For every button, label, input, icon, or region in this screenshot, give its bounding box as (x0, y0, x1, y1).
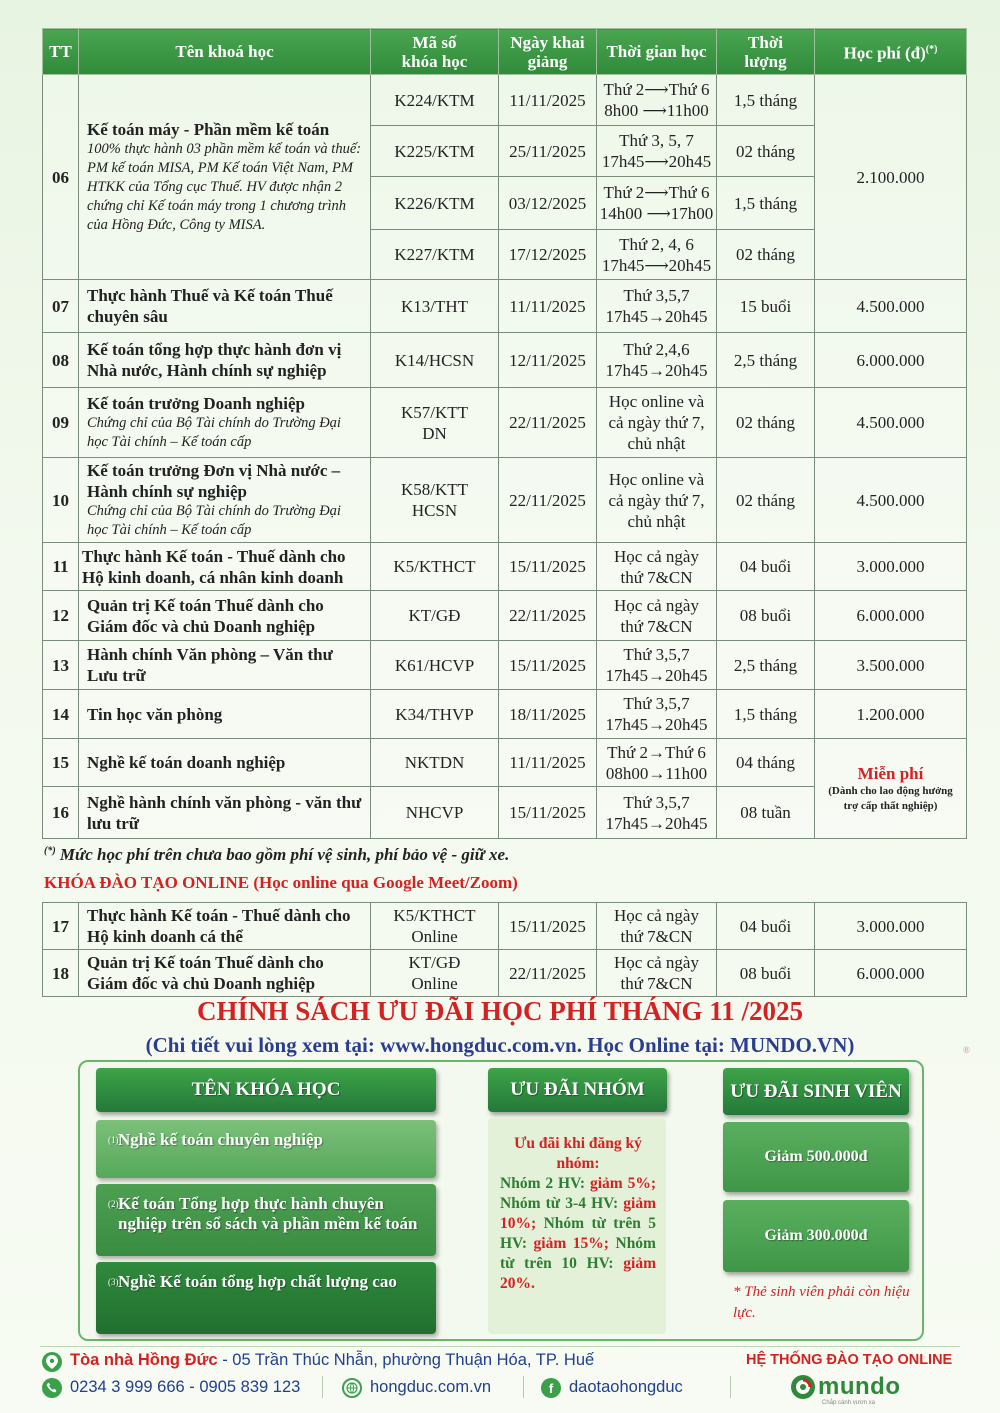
fee: 3.000.000 (815, 903, 967, 950)
schedule: Thứ 2⟶Thứ 6 8h00 ⟶11h00 (597, 75, 717, 126)
course-code: K5/KTHCT (371, 543, 499, 591)
course-name: Kế toán máy - Phần mềm kế toán (87, 120, 330, 139)
schedule: Học cả ngày thứ 7&CN (597, 543, 717, 591)
course-name-cell (79, 388, 371, 458)
table-row (43, 739, 967, 787)
policy-title: CHÍNH SÁCH ƯU ĐÃI HỌC PHÍ THÁNG 11 /2025 (196, 996, 804, 1026)
course-name: Quản trị Kế toán Thuế dành cho Giám đốc và chủ Doanh nghiệp (87, 953, 324, 993)
duration: 08 buổi (717, 950, 815, 997)
table-row (43, 543, 967, 591)
course-name: Hành chính Văn phòng – Văn thư Lưu trữ (87, 645, 333, 685)
start-date: 22/11/2025 (499, 950, 597, 997)
row-number: 10 (43, 458, 79, 543)
schedule: Thứ 3, 5, 7 17h45⟶20h45 (597, 126, 717, 177)
duration: 04 buổi (717, 903, 815, 950)
schedule: Học cả ngày thứ 7&CN (597, 950, 717, 997)
duration: 02 tháng (717, 388, 815, 458)
course-code: K58/KTT HCSN (371, 458, 499, 543)
table-row (43, 333, 967, 388)
fee: 6.000.000 (815, 333, 967, 388)
table-row (43, 591, 967, 641)
table-row (43, 690, 967, 739)
schedule: Thứ 3,5,7 17h45→20h45 (597, 280, 717, 333)
footer-facebook[interactable]: daotaohongduc (569, 1378, 683, 1396)
header-duration: Thời lượng (717, 29, 815, 75)
duration: 02 tháng (717, 126, 815, 177)
schedule: Thứ 3,5,7 17h45→20h45 (597, 641, 717, 690)
row-number: 07 (43, 280, 79, 333)
course-code: K5/KTHCT Online (371, 903, 499, 950)
start-date: 22/11/2025 (499, 591, 597, 641)
fee-footnote: (*) Mức học phí trên chưa bao gồm phí vệ sinh, phí bảo vệ - giữ xe. (44, 845, 510, 864)
course-name-cell (79, 458, 371, 543)
row-number: 06 (43, 75, 79, 280)
row-number: 18 (43, 950, 79, 997)
fee: 1.200.000 (815, 690, 967, 739)
table-row (43, 903, 967, 950)
promo-course-3: (3) Nghề Kế toán tổng hợp chất lượng cao (96, 1262, 436, 1334)
course-name-cell (79, 690, 371, 739)
course-note: Chứng chỉ của Bộ Tài chính do Trường Đại học Tài chính – Kế toán cấp (87, 415, 341, 450)
row-number: 11 (43, 543, 79, 591)
course-name: Kế toán trưởng Doanh nghiệp (87, 394, 305, 413)
mundo-brand[interactable]: mundo (818, 1373, 901, 1400)
course-name: Thực hành Kế toán - Thuế dành cho Hộ kinh doanh cá thể (87, 906, 351, 946)
schedule: Học online và cả ngày thứ 7, chủ nhật (597, 458, 717, 543)
duration: 08 buổi (717, 591, 815, 641)
table-row (43, 388, 967, 458)
row-number: 12 (43, 591, 79, 641)
phone-icon (42, 1378, 62, 1398)
row-number: 08 (43, 333, 79, 388)
header-name: Tên khoá học (79, 29, 371, 75)
duration: 04 buổi (717, 543, 815, 591)
duration: 2,5 tháng (717, 333, 815, 388)
start-date: 12/11/2025 (499, 333, 597, 388)
start-date: 11/11/2025 (499, 75, 597, 126)
start-date: 22/11/2025 (499, 458, 597, 543)
course-code: K13/THT (371, 280, 499, 333)
course-name-cell (79, 641, 371, 690)
start-date: 11/11/2025 (499, 280, 597, 333)
group-discount-details: Ưu đãi khi đăng ký nhóm: Nhóm 2 HV: giảm 5%; Nhóm từ 3-4 HV: giảm 10%; Nhóm từ trên 5 HV: giảm 15%; Nhóm từ trên 10 HV: giảm 20%. (488, 1118, 666, 1334)
course-note: Chứng chỉ của Bộ Tài chính do Trường Đại học Tài chính – Kế toán cấp (87, 503, 341, 538)
fee-free-cell (815, 739, 967, 839)
promo-course-2: (2) Kế toán Tổng hợp thực hành chuyên nghiệp trên sổ sách và phần mềm kế toán (96, 1184, 436, 1256)
fee: 2.100.000 (815, 75, 967, 280)
schedule: Thứ 3,5,7 17h45→20h45 (597, 787, 717, 839)
footer-separator (730, 1376, 731, 1398)
free-fee-note: (Dành cho lao động hưởng trợ cấp thất nghiệp) (828, 785, 953, 812)
duration: 2,5 tháng (717, 641, 815, 690)
promo-course-1: (1) Nghề kế toán chuyên nghiệp (96, 1120, 436, 1178)
mundo-tagline: Chắp cánh vươn xa (822, 1400, 875, 1406)
row-number: 09 (43, 388, 79, 458)
course-name: Kế toán trưởng Đơn vị Nhà nước – Hành chính sự nghiệp (87, 461, 341, 501)
course-code: NKTDN (371, 739, 499, 787)
course-name: Nghề kế toán doanh nghiệp (87, 753, 286, 772)
fee: 3.500.000 (815, 641, 967, 690)
student-card-note: * Thẻ sinh viên phải còn hiệu lực. (733, 1284, 910, 1321)
course-code: K61/HCVP (371, 641, 499, 690)
course-code: KT/GĐ Online (371, 950, 499, 997)
course-code: K14/HCSN (371, 333, 499, 388)
schedule: Học online và cả ngày thứ 7, chủ nhật (597, 388, 717, 458)
row-number: 17 (43, 903, 79, 950)
course-code: K227/KTM (371, 230, 499, 280)
duration: 1,5 tháng (717, 75, 815, 126)
course-code: K226/KTM (371, 177, 499, 230)
schedule: Thứ 2,4,6 17h45→20h45 (597, 333, 717, 388)
group-discount-header: ƯU ĐÃI NHÓM (488, 1068, 667, 1112)
duration: 15 buổi (717, 280, 815, 333)
fee: 6.000.000 (815, 950, 967, 997)
registered-mark-icon: ® (963, 1045, 970, 1055)
schedule: Thứ 3,5,7 17h45→20h45 (597, 690, 717, 739)
fee: 4.500.000 (815, 388, 967, 458)
fee: 6.000.000 (815, 591, 967, 641)
start-date: 03/12/2025 (499, 177, 597, 230)
course-name-cell (79, 591, 371, 641)
start-date: 15/11/2025 (499, 543, 597, 591)
start-date: 15/11/2025 (499, 903, 597, 950)
course-name: Tin học văn phòng (87, 704, 223, 724)
start-date: 17/12/2025 (499, 230, 597, 280)
mundo-logo-icon (790, 1374, 816, 1405)
course-name: Kế toán tổng hợp thực hành đơn vị Nhà nước, Hành chính sự nghiệp (87, 340, 342, 380)
duration: 02 tháng (717, 230, 815, 280)
course-name-cell (79, 333, 371, 388)
footer-website[interactable]: hongduc.com.vn (370, 1378, 492, 1396)
schedule: Thứ 2⟶Thứ 6 14h00 ⟶17h00 (597, 177, 717, 230)
schedule: Thứ 2→Thứ 6 08h00→11h00 (597, 739, 717, 787)
globe-icon (342, 1378, 362, 1398)
table-row (43, 458, 967, 543)
student-discount-500k: Giảm 500.000đ (723, 1122, 909, 1192)
course-name-cell (79, 739, 371, 787)
duration: 1,5 tháng (717, 177, 815, 230)
fee: 3.000.000 (815, 543, 967, 591)
course-code: NHCVP (371, 787, 499, 839)
footer-separator (322, 1376, 323, 1398)
footer-divider (40, 1346, 960, 1347)
course-name-cell (79, 280, 371, 333)
course-name: Thực hành Thuế và Kế toán Thuế chuyên sâu (87, 286, 333, 326)
header-fee: Học phí (đ)(*) (815, 29, 967, 75)
course-name: Thực hành Kế toán - Thuế dành cho Hộ kinh doanh, cá nhân kinh doanh (82, 546, 346, 587)
start-date: 15/11/2025 (499, 787, 597, 839)
row-number: 15 (43, 739, 79, 787)
header-code: Mã số khóa học (371, 29, 499, 75)
duration: 02 tháng (717, 458, 815, 543)
header-time: Thời gian học (597, 29, 717, 75)
start-date: 22/11/2025 (499, 388, 597, 458)
duration: 08 tuần (717, 787, 815, 839)
course-name-cell (79, 903, 371, 950)
duration: 04 tháng (717, 739, 815, 787)
course-name-cell (79, 950, 371, 997)
row-number: 13 (43, 641, 79, 690)
policy-subtitle: (Chi tiết vui lòng xem tại: www.hongduc.com.vn. Học Online tại: MUNDO.VN) (145, 1033, 855, 1057)
course-note: 100% thực hành 03 phần mềm kế toán và thuế: PM kế toán MISA, PM Kế toán Việt Nam, PM HTKK của Tổng cục Thuế. HV được nhận 2 chứng chỉ Kế toán máy trong 1 chương trình của Hồng Đức, Công ty MISA. (87, 141, 362, 233)
online-course-table (42, 902, 967, 997)
student-discount-header: ƯU ĐÃI SINH VIÊN (723, 1068, 909, 1115)
footer-separator (523, 1376, 524, 1398)
facebook-icon: f (541, 1378, 561, 1398)
course-code: K34/THVP (371, 690, 499, 739)
duration: 1,5 tháng (717, 690, 815, 739)
course-table (42, 28, 967, 839)
table-row (43, 280, 967, 333)
online-system-title: HỆ THỐNG ĐÀO TẠO ONLINE (746, 1352, 953, 1368)
footer-phone[interactable]: 0234 3 999 666 - 0905 839 123 (70, 1378, 301, 1396)
row-number: 16 (43, 787, 79, 839)
start-date: 15/11/2025 (499, 641, 597, 690)
course-name-cell (79, 75, 371, 280)
course-code: KT/GĐ (371, 591, 499, 641)
course-name-cell (79, 787, 371, 839)
start-date: 11/11/2025 (499, 739, 597, 787)
footer-address: Tòa nhà Hồng Đức - 05 Trần Thúc Nhẫn, phường Thuận Hóa, TP. Huế (70, 1351, 595, 1369)
schedule: Học cả ngày thứ 7&CN (597, 591, 717, 641)
online-section-title: KHÓA ĐÀO TẠO ONLINE (Học online qua Google Meet/Zoom) (44, 873, 518, 892)
start-date: 25/11/2025 (499, 126, 597, 177)
table-row (43, 641, 967, 690)
course-code: K225/KTM (371, 126, 499, 177)
start-date: 18/11/2025 (499, 690, 597, 739)
free-fee-label: Miễn phí (857, 764, 924, 783)
schedule: Học cả ngày thứ 7&CN (597, 903, 717, 950)
table-row (43, 950, 967, 997)
table-header-row (43, 29, 967, 75)
schedule: Thứ 2, 4, 6 17h45⟶20h45 (597, 230, 717, 280)
course-name-cell (79, 543, 371, 591)
header-tt: TT (43, 29, 79, 75)
course-name: Nghề hành chính văn phòng - văn thư lưu trữ (87, 792, 362, 833)
student-discount-300k: Giảm 300.000đ (723, 1200, 909, 1272)
fee: 4.500.000 (815, 458, 967, 543)
course-code: K224/KTM (371, 75, 499, 126)
location-icon (42, 1352, 62, 1372)
course-column-header: TÊN KHÓA HỌC (96, 1068, 436, 1112)
course-code: K57/KTT DN (371, 388, 499, 458)
row-number: 14 (43, 690, 79, 739)
course-name: Quản trị Kế toán Thuế dành cho Giám đốc và chủ Doanh nghiệp (87, 595, 324, 636)
header-date: Ngày khai giảng (499, 29, 597, 75)
table-row (43, 75, 967, 126)
fee: 4.500.000 (815, 280, 967, 333)
